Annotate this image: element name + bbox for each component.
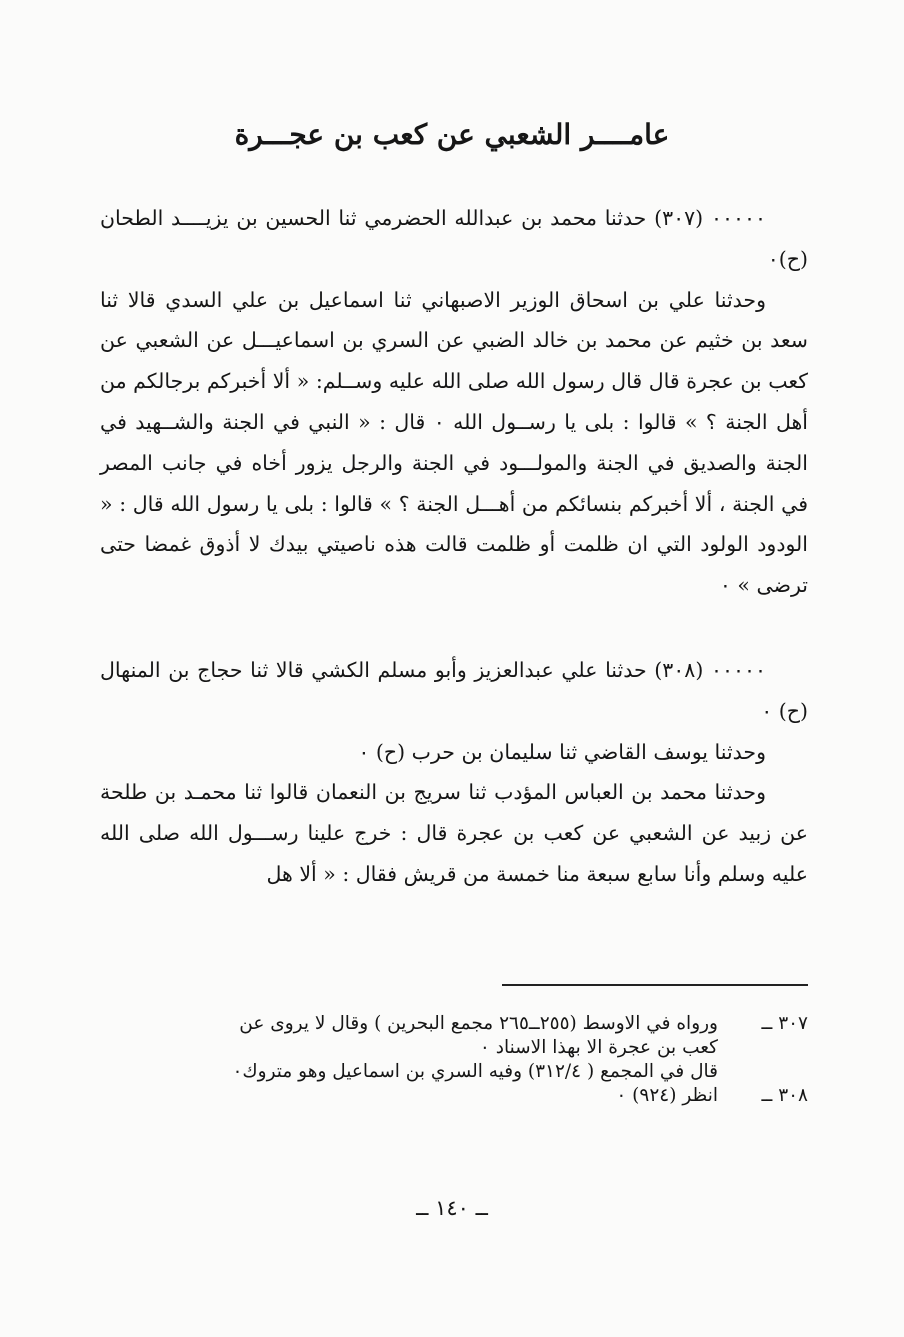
chain-paragraph: وحدثنا محمد بن العباس المؤدب ثنا سريج بن النعمان قالوا ثنا محمـد بن طلحة عن زبيد عن الشعبي عن كعب بن عجرة قال : خرج علينا رســـول الله صلى الله عليه وسلم وأنا سابع سبعة منا خمسة من قريش فقال : « ألا هل	[100, 780, 808, 886]
footnote-number: ٣٠٧ ــ	[761, 1013, 808, 1034]
chain-paragraph: وحدثنا علي بن اسحاق الوزير الاصبهاني ثنا اسماعيل بن علي السدي قالا ثنا سعد بن خثيم عن محمد بن خالد الضبي عن السري بن اسماعيـــل عن الشعبي عن كعب بن عجرة قال قال رسول الله صلى الله عليه وســلم: « ألا أخبركم برجالكم من أهل الجنة ؟ » قالوا : بلى يا رســول الله ٠ قال : « النبي في الجنة والشــهيد في الجنة والصديق في الجنة والمولـــود في الجنة والرجل يزور أخاه في جانب المصر في الجنة ، ألا أخبركم بنسائكم من أهـــل الجنة ؟ » قالوا : بلى يا رسول الله قال : « الودود الولود التي ان ظلمت أو ظلمت قالت هذه ناصيتي بيدك لا أذوق غمضا حتى ترضى » ٠	[100, 287, 808, 598]
footnote-line: انظر (٩٢٤) ٠	[616, 1085, 718, 1106]
paragraph-gap	[100, 606, 808, 650]
footnote-line: كعب بن عجرة الا بهذا الاسناد ٠	[479, 1037, 718, 1058]
hadith-307-paragraph: ٠٠٠٠٠ (٣٠٧) حدثنا محمد بن عبدالله الحضرمي ثنا الحسين بن يزيــــد الطحان (ح)٠	[100, 206, 808, 271]
footnote-308	[100, 1084, 808, 1108]
footnotes	[100, 1012, 808, 1108]
chapter-title: عامــــر الشعبي عن كعب بن عجـــرة	[234, 118, 670, 151]
chain-paragraph: وحدثنا يوسف القاضي ثنا سليمان بن حرب (ح) ٠	[358, 739, 766, 764]
footnote-line: قال في المجمع ( ٣١٢/٤) وفيه السري بن اسماعيل وهو متروك٠	[232, 1061, 718, 1082]
footnote-text	[100, 1084, 718, 1108]
hadith-308-paragraph: ٠٠٠٠٠ (٣٠٨) حدثنا علي عبدالعزيز وأبو مسلم الكشي قالا ثنا حجاج بن المنهال (ح) ٠	[100, 657, 808, 723]
footnote-text	[100, 1012, 718, 1084]
page-number: ــ ١٤٠ ــ	[416, 1196, 488, 1220]
footnote-line: ورواه في الاوسط (٢٥٥ــ٢٦٥ مجمع البحرين ) وقال لا يروى عن	[239, 1013, 718, 1034]
footnote-number: ٣٠٨ ــ	[761, 1085, 808, 1106]
main-text	[100, 198, 808, 895]
footnote-separator	[502, 984, 808, 986]
footnote-307	[100, 1012, 808, 1084]
